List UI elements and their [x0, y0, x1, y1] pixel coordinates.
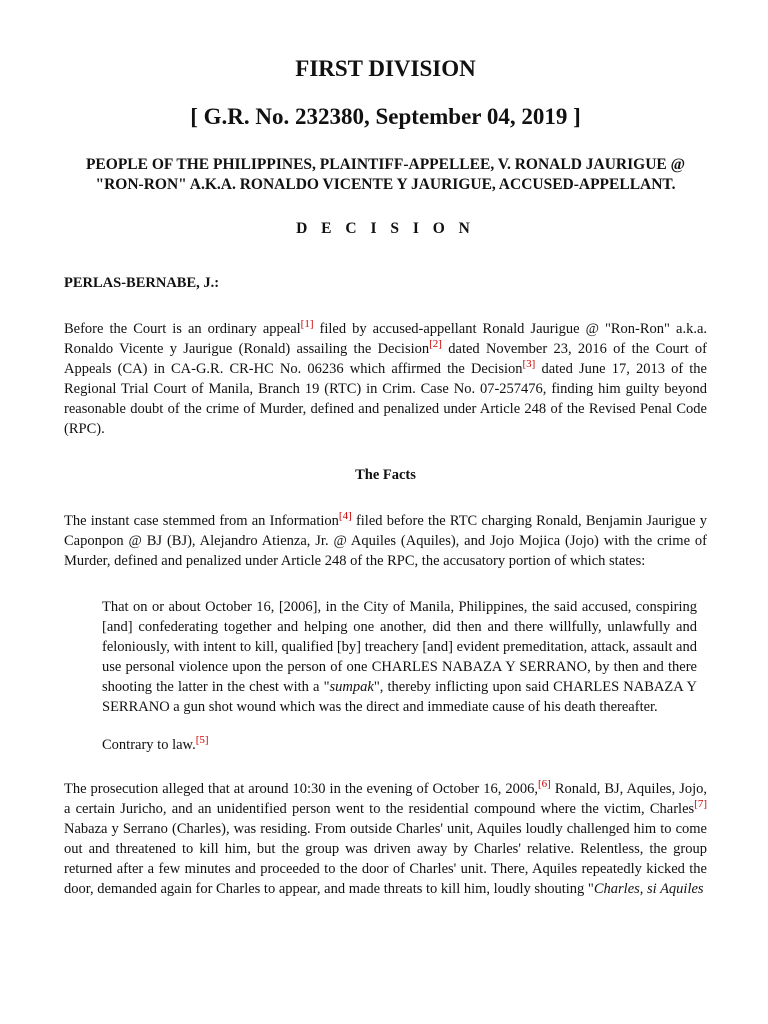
text: The instant case stemmed from an Information — [64, 513, 339, 529]
decision-label: D E C I S I O N — [296, 220, 475, 237]
case-number-heading: [ G.R. No. 232380, September 04, 2019 ] — [190, 104, 581, 129]
contrary-to-law — [102, 735, 697, 755]
quote-paragraph — [102, 597, 697, 717]
text: dated November 23, 2016 of the Court of Appeals (CA) in CA-G.R. CR-HC No. 06236 which affirmed the Decision — [64, 341, 707, 377]
paragraph-prosecution — [64, 779, 707, 899]
text: filed before the RTC charging Ronald, Benjamin Jaurigue y Caponpon @ BJ (BJ), Alejandro Atienza, Jr. @ Aquiles (Aquiles), and Jojo Mojica (Jojo) with the crime of Murder, defined and penalized under Article 248 of the RPC, the accusatory portion of which states: — [64, 513, 707, 569]
footnote-link-2[interactable]: [2] — [429, 338, 442, 351]
text: The prosecution alleged that at around 10:30 in the evening of October 16, 2006, — [64, 781, 538, 797]
paragraph-information — [64, 511, 707, 571]
footnote-link-5[interactable]: [5] — [195, 734, 209, 747]
footnote-link-4[interactable]: [4] — [338, 510, 352, 523]
emphasis-sumpak: sumpak — [329, 679, 374, 695]
footnote-link-6[interactable]: [6] — [537, 778, 551, 791]
emphasis-quote: Charles, si Aquiles — [593, 881, 704, 897]
case-parties: PEOPLE OF THE PHILIPPINES, PLAINTIFF-APPELLEE, V. RONALD JAURIGUE @ "RON-RON" A.K.A. RONALDO VICENTE Y JAURIGUE, ACCUSED-APPELLANT. — [85, 156, 686, 193]
text: That on or about October 16, [2006], in the City of Manila, Philippines, the said accused, conspiring [and] confederating together and helping one another, did then and there willfully, unlawfully and feloniously, with intent to kill, qualified [by] treachery [and] evident premeditation, attack, assault and use personal violence upon the person of one CHARLES NABAZA Y SERRANO, by then and there shooting the latter in the chest with a " — [102, 599, 697, 695]
text: filed by accused-appellant Ronald Jaurigue @ "Ron-Ron" a.k.a. Ronaldo Vicente y Jaurigue (Ronald) assailing the Decision — [64, 321, 708, 357]
text: ", thereby inflicting upon said CHARLES NABAZA Y SERRANO a gun shot wound which was the direct and immediate cause of his death thereafter. — [102, 679, 697, 715]
text: dated June 17, 2013 of the Regional Trial Court of Manila, Branch 19 (RTC) in Crim. Case No. 07-257476, finding him guilty beyond reasonable doubt of the crime of Murder, defined and penalized under Article 248 of the Revised Penal Code (RPC). — [64, 361, 707, 437]
text: Before the Court is an ordinary appeal — [64, 321, 301, 337]
text: Ronald, BJ, Aquiles, Jojo, a certain Juricho, and an unidentified person went to the residential compound where the victim, Charles — [64, 781, 707, 817]
footnote-link-1[interactable]: [1] — [300, 318, 314, 331]
facts-heading: The Facts — [355, 467, 416, 483]
text: Contrary to law. — [102, 737, 196, 753]
footnote-link-3[interactable]: [3] — [522, 358, 536, 371]
paragraph-intro — [64, 319, 707, 439]
division-heading: FIRST DIVISION — [295, 56, 476, 81]
footnote-link-7[interactable]: [7] — [694, 798, 707, 811]
text: Nabaza y Serrano (Charles), was residing. From outside Charles' unit, Aquiles loudly challenged him to come out and threatened to kill him, but the group was driven away by Charles' relative. Relentless, the group returned after a few minutes and proceeded to the door of Charles' unit. There, Aquiles repeatedly kicked the door, demanded again for Charles to appear, and made threats to kill him, loudly shouting " — [64, 821, 707, 897]
ponente: PERLAS-BERNABE, J.: — [64, 275, 220, 291]
accusatory-quote — [64, 597, 707, 755]
